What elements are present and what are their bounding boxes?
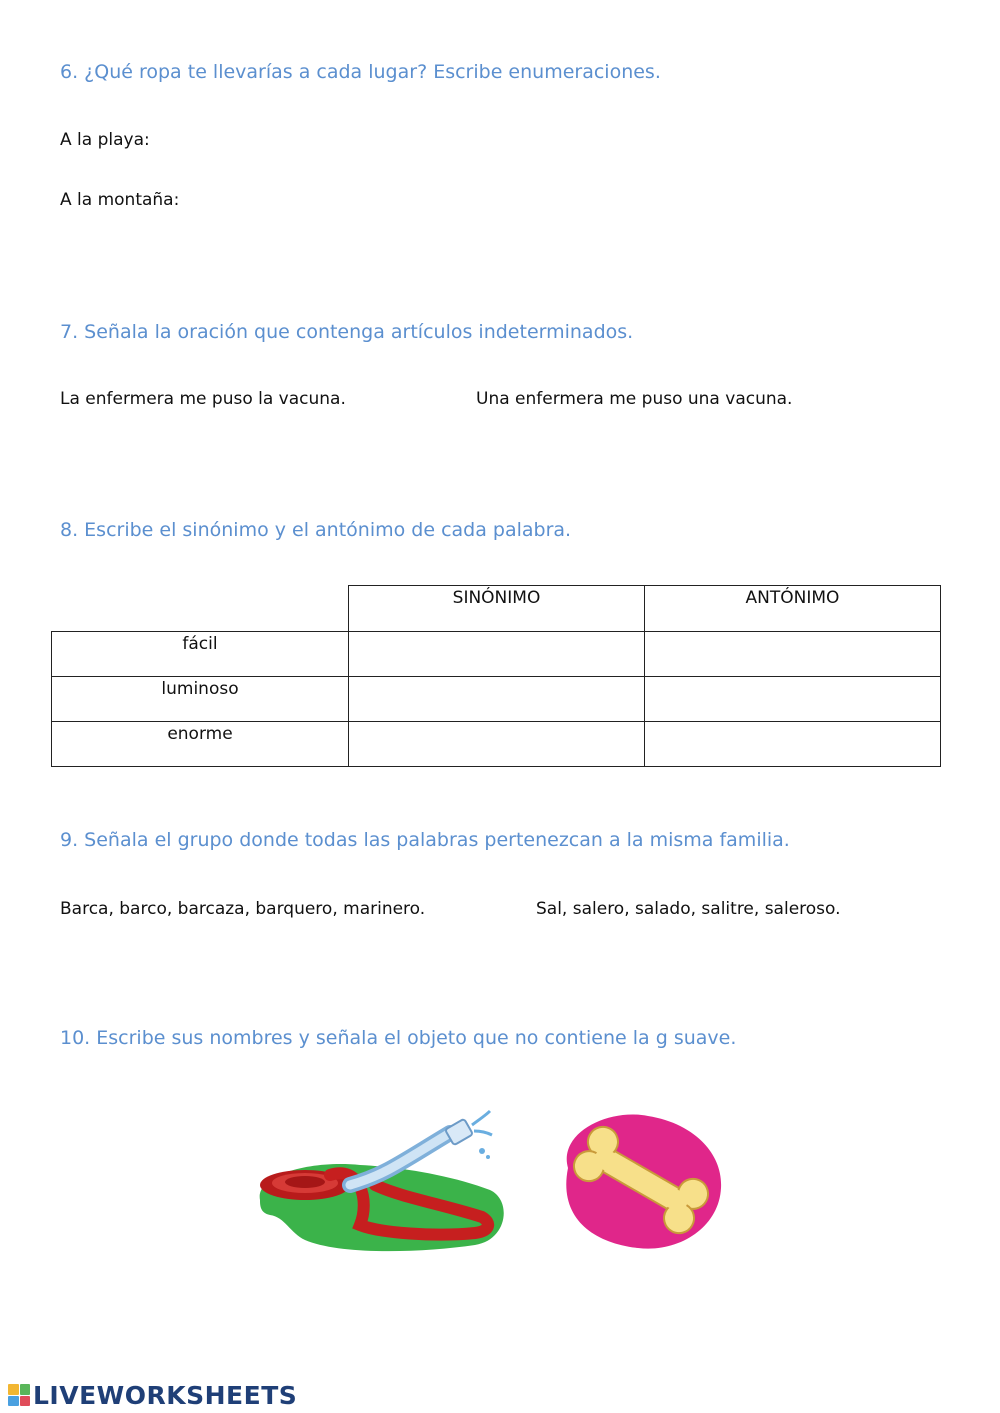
brand-blocks-icon (8, 1384, 30, 1406)
antonym-input-luminoso[interactable] (644, 676, 941, 722)
q7-option-1[interactable]: La enfermera me puso la vacuna. (60, 389, 346, 409)
row-word-facil: fácil (51, 631, 349, 677)
question-6-title: 6. ¿Qué ropa te llevarías a cada lugar? Escribe enumeraciones. (60, 61, 661, 83)
brand-name: LIVEWORKSHEETS (33, 1380, 298, 1410)
hose-icon[interactable] (250, 1105, 510, 1255)
beach-label: A la playa: (60, 130, 150, 150)
row-word-enorme: enorme (51, 721, 349, 767)
antonym-input-enorme[interactable] (644, 721, 941, 767)
header-synonym: SINÓNIMO (348, 585, 645, 632)
liveworksheets-logo (8, 1381, 297, 1409)
antonym-input-facil[interactable] (644, 631, 941, 677)
synonym-input-facil[interactable] (348, 631, 645, 677)
synonym-antonym-table (51, 585, 941, 767)
question-9-title: 9. Señala el grupo donde todas las palabras pertenezcan a la misma familia. (60, 829, 790, 851)
q9-option-2[interactable]: Sal, salero, salado, salitre, saleroso. (536, 899, 841, 919)
q7-option-2[interactable]: Una enfermera me puso una vacuna. (476, 389, 793, 409)
question-7-title: 7. Señala la oración que contenga artículos indeterminados. (60, 321, 634, 343)
bone-icon[interactable] (553, 1108, 728, 1253)
question-8-title: 8. Escribe el sinónimo y el antónimo de cada palabra. (60, 519, 572, 541)
synonym-input-enorme[interactable] (348, 721, 645, 767)
synonym-input-luminoso[interactable] (348, 676, 645, 722)
question-10-title: 10. Escribe sus nombres y señala el objeto que no contiene la g suave. (60, 1027, 737, 1049)
q9-option-1[interactable]: Barca, barco, barcaza, barquero, marinero. (60, 899, 426, 919)
mountain-label: A la montaña: (60, 190, 180, 210)
header-antonym: ANTÓNIMO (644, 585, 941, 632)
row-word-luminoso: luminoso (51, 676, 349, 722)
